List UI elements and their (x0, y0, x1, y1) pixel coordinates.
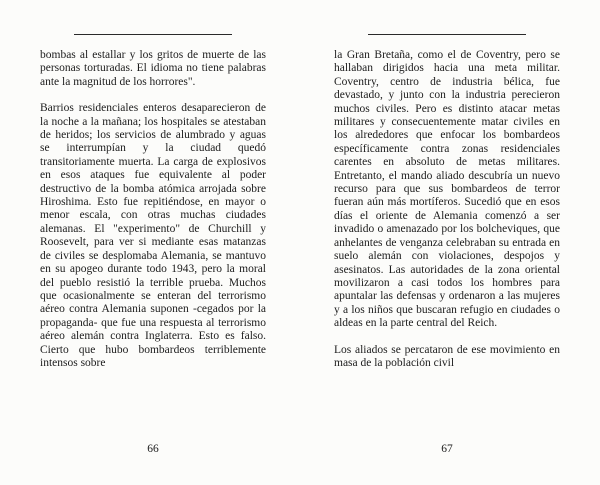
page-header-rule (74, 34, 232, 35)
page-number: 66 (147, 443, 159, 455)
paragraph: Los aliados se percataron de ese movimiento en masa de la población civil (334, 343, 560, 369)
page-header-rule (368, 34, 526, 35)
page-left (40, 34, 266, 458)
paragraph: Barrios residenciales enteros desaparecieron de la noche a la mañana; los hospitales se atestaban de heridos; los servicios de alumbrado y aguas se interrumpían y la ciudad quedó transitoriamente muerta. La carga de explosivos en esos ataques fue equivalente al poder destructivo de la bomba atómica arrojada sobre Hiroshima. Esto fue repitiéndose, en mayor o menor escala, con otras muchas ciudades alemanas. El "experimento" de Churchill y Roosevelt, para ver si mediante esas matanzas de civiles se desplomaba Alemania, se mantuvo en su apogeo durante todo 1943, pero la moral del pueblo resistió la terrible prueba. Muchos que ocasionalmente se enteran del terrorismo aéreo contra Alemania suponen -cegados por la propaganda- que fue una respuesta al terrorismo aéreo alemán contra Inglaterra. Esto es falso. Cierto que hubo bombardeos terriblemente intensos sobre (40, 102, 266, 369)
paragraph: bombas al estallar y los gritos de muerte de las personas torturadas. El idioma no tiene palabras ante la magnitud de los horrores". (40, 49, 266, 88)
page-number: 67 (441, 443, 453, 455)
page-right (334, 34, 560, 458)
paragraph: la Gran Bretaña, como el de Coventry, pero se hallaban dirigidos hacia una meta militar. Coventry, centro de industria bélica, fue devastado, y junto con la industria perecieron muchos civiles. Pero es distinto atacar metas militares y consecuentemente matar civiles en los alrededores que enfocar los bombardeos específicamente contra zonas residenciales carentes en absoluto de metas militares. Entretanto, el mando aliado descubría un nuevo recurso para que sus bombardeos de terror fueran aún más mortíferos. Sucedió que en esos días el oriente de Alemania comenzó a ser invadido o amenazado por los bolcheviques, que anhelantes de venganza celebraban su entrada en suelo alemán con violaciones, despojos y asesinatos. Las autoridades de la zona oriental movilizaron a casi todos los hombres para apuntalar las defensas y ordenaron a las mujeres y a los niños que buscaran refugio en ciudades o aldeas en la parte central del Reich. (334, 49, 560, 330)
